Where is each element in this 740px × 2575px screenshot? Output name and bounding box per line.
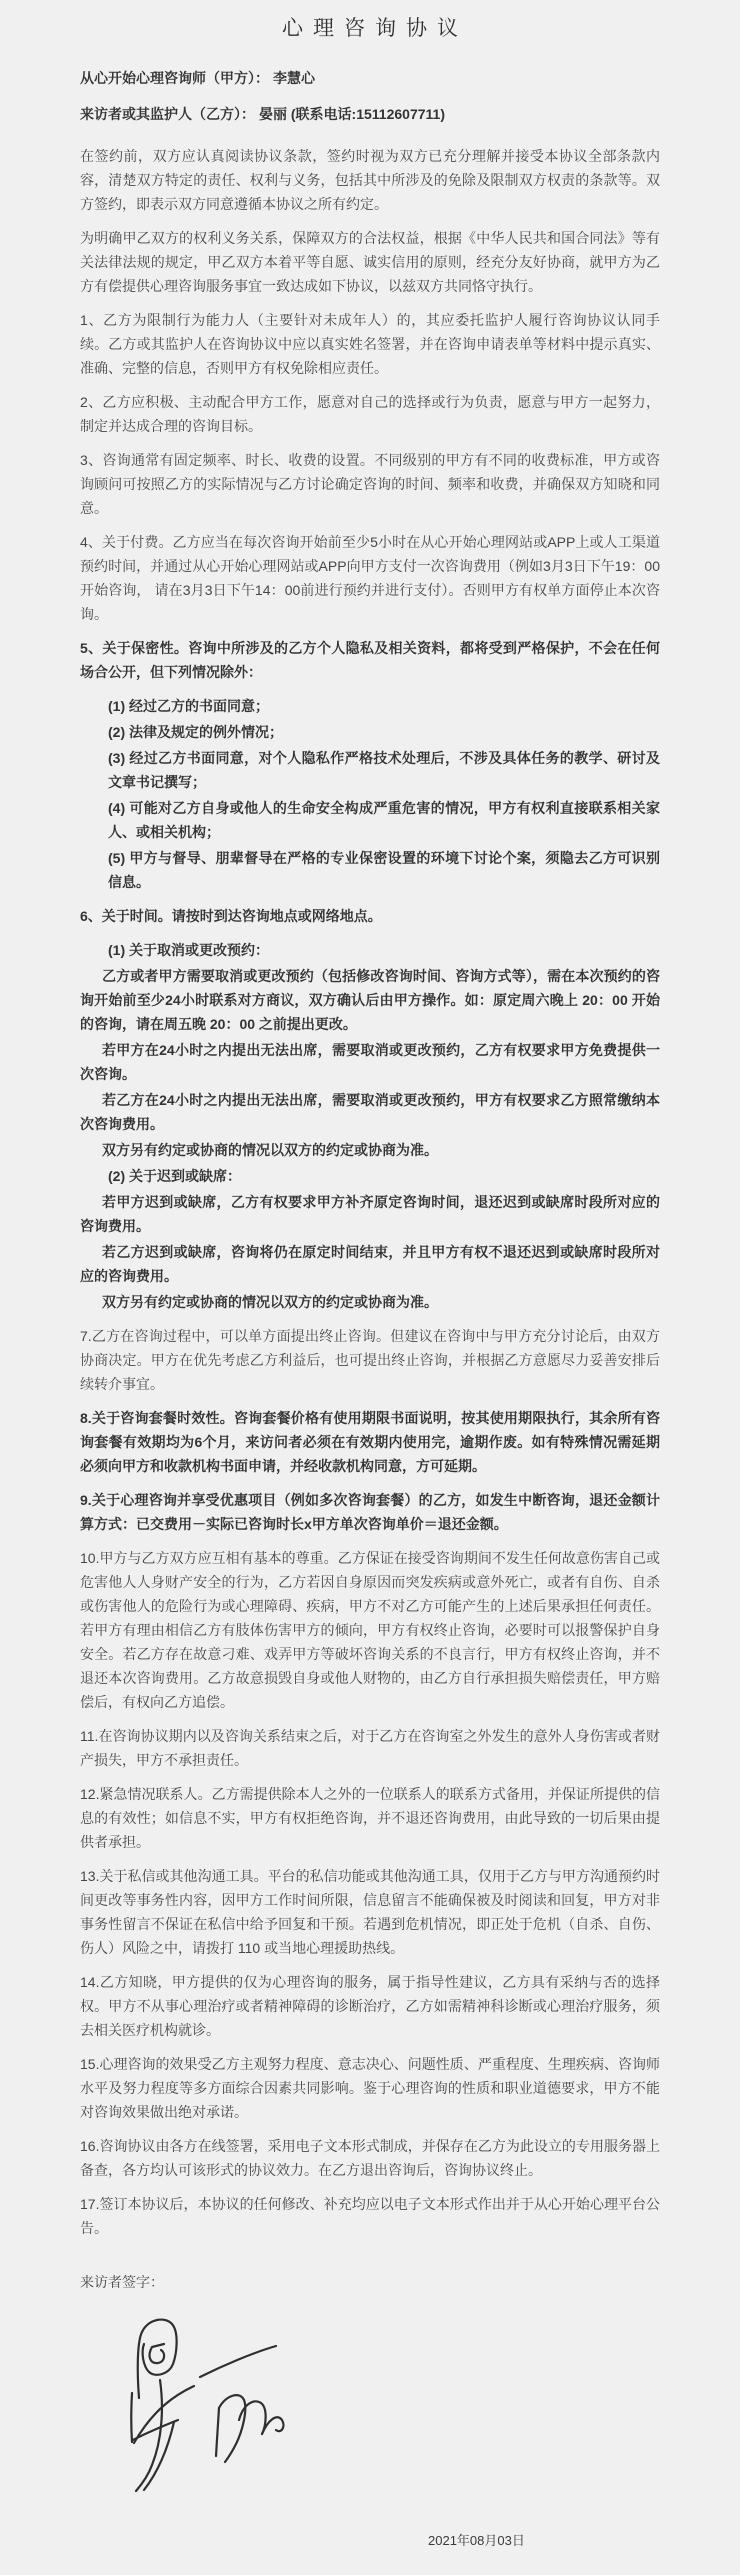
clause: 15.心理咨询的效果受乙方主观努力程度、意志决心、问题性质、严重程度、生理疾病、咨询师水平及努力程度等多方面综合因素共同影响。鉴于心理咨询的性质和职业道德要求，甲方不能对咨询效果做出绝对承诺。 (80, 2056, 660, 2120)
clause: (3) 经过乙方书面同意，对个人隐私作严格技术处理后，不涉及具体任务的教学、研讨及文章书记撰写； (108, 750, 660, 790)
clause: 12.紧急情况联系人。乙方需提供除本人之外的一位联系人的联系方式备用，并保证所提供的信息的有效性；如信息不实，甲方有权拒绝咨询，并不退还咨询费用，由此导致的一切后果由提供者承担。 (80, 1786, 660, 1850)
party-a-line (80, 66, 660, 90)
page-title: 心理咨询协议 (282, 17, 468, 40)
signature-image (82, 2300, 342, 2520)
clause: 5、关于保密性。咨询中所涉及的乙方个人隐私及相关资料，都将受到严格保护，不会在任何场合公开，但下列情况除外： (80, 640, 660, 680)
clause: 16.咨询协议由各方在线签署，采用电子文本形式制成，并保存在乙方为此设立的专用服务器上备查，各方均认可该形式的协议效力。在乙方退出咨询后，咨询协议终止。 (80, 2138, 660, 2178)
clause: 3、咨询通常有固定频率、时长、收费的设置。不同级别的甲方有不同的收费标准，甲方或咨询顾问可按照乙方的实际情况与乙方讨论确定咨询的时间、频率和收费，并确保双方知晓和同意。 (80, 452, 660, 516)
clause: 13.关于私信或其他沟通工具。平台的私信功能或其他沟通工具，仅用于乙方与甲方沟通预约时间更改等事务性内容，因甲方工作时间所限，信息留言不能确保被及时阅读和回复，甲方对非事务性留言不保证在私信中给予回复和干预。若遇到危机情况，即正处于危机（自杀、自伤、伤人）风险之中，请拨打 110 或当地心理援助热线。 (80, 1868, 660, 1956)
clause: 若甲方在24小时之内提出无法出席，需要取消或更改预约，乙方有权要求甲方免费提供一次咨询。 (80, 1042, 660, 1082)
clause: (1) 经过乙方的书面同意； (108, 698, 269, 714)
signature-label: 来访者签字： (80, 2274, 164, 2290)
clause: 10.甲方与乙方双方应互相有基本的尊重。乙方保证在接受咨询期间不发生任何故意伤害自己或危害他人人身财产安全的行为，乙方若因自身原因而突发疾病或意外死亡，或者有自伤、自杀或伤害他人的危险行为或心理障碍、疾病，甲方不对乙方可能产生的上述后果承担任何责任。若甲方有理由相信乙方有肢体伤害甲方的倾向，甲方有权终止咨询，必要时可以报警保护自身安全。若乙方存在故意刁难、戏弄甲方等破坏咨询关系的不良言行，甲方有权终止咨询，并不退还本次咨询费用。乙方故意损毁自身或他人财物的，由乙方自行承担损失赔偿责任，甲方赔偿后，有权向乙方追偿。 (80, 1550, 660, 1710)
clause: 双方另有约定或协商的情况以双方的约定或协商为准。 (102, 1142, 438, 1158)
clause: 若乙方在24小时之内提出无法出席，需要取消或更改预约，甲方有权要求乙方照常缴纳本次咨询费用。 (80, 1092, 660, 1132)
clause: 为明确甲乙双方的权利义务关系，保障双方的合法权益，根据《中华人民共和国合同法》等有关法律法规的规定，甲乙双方本着平等自愿、诚实信用的原则，经充分友好协商，就甲方为乙方有偿提供心理咨询服务事宜一致达成如下协议，以兹双方共同恪守执行。 (80, 230, 660, 294)
clause: 2、乙方应积极、主动配合甲方工作，愿意对自己的选择或行为负责，愿意与甲方一起努力，制定并达成合理的咨询目标。 (80, 394, 660, 434)
party-b-label: 来访者或其监护人（乙方）： (80, 106, 255, 122)
party-a-name: 李慧心 (273, 70, 315, 86)
clause: 7.乙方在咨询过程中，可以单方面提出终止咨询。但建议在咨询中与甲方充分讨论后，由双方协商决定。甲方在优先考虑乙方利益后，也可提出终止咨询，并根据乙方意愿尽力妥善安排后续转介事宜。 (80, 1328, 660, 1392)
clause: 14.乙方知晓，甲方提供的仅为心理咨询的服务，属于指导性建议，乙方具有采纳与否的选择权。甲方不从事心理治疗或者精神障碍的诊断治疗，乙方如需精神科诊断或心理治疗服务，须去相关医疗机构就诊。 (80, 1974, 660, 2038)
clause: 1、乙方为限制行为能力人（主要针对未成年人）的，其应委托监护人履行咨询协议认同手续。乙方或其监护人在咨询协议中应以真实姓名签署，并在咨询申请表单等材料中提示真实、准确、完整的信息，否则甲方有权免除相应责任。 (80, 312, 660, 376)
clause: 在签约前，双方应认真阅读协议条款，签约时视为双方已充分理解并接受本协议全部条款内容，清楚双方特定的责任、权利与义务，包括其中所涉及的免除及限制双方权责的条款等。双方签约，即表示双方同意遵循本协议之所有约定。 (80, 148, 660, 212)
party-b-line (80, 102, 660, 126)
clause: 乙方或者甲方需要取消或更改预约（包括修改咨询时间、咨询方式等），需在本次预约的咨询开始前至少24小时联系对方商议，双方确认后由甲方操作。如：原定周六晚上 20：00 开始的咨询，请在周五晚 20：00 之前提出更改。 (80, 968, 660, 1032)
signature-area (80, 2294, 660, 2526)
party-b-name: 晏丽 (联系电话:15112607711) (259, 106, 445, 122)
clause: 4、关于付费。乙方应当在每次咨询开始前至少5小时在从心开始心理网站或APP上或人工渠道预约时间，并通过从心开始心理网站或APP向甲方支付一次咨询费用（例如3月3日下午19：00开始咨询， 请在3月3日下午14：00前进行预约并进行支付）。否则甲方有权单方面停止本次咨询。 (80, 534, 660, 622)
clause: 8.关于咨询套餐时效性。咨询套餐价格有使用期限书面说明，按其使用期限执行，其余所有咨询套餐有效期均为6个月，来访问者必须在有效期内使用完，逾期作废。如有特殊情况需延期必须向甲方和收款机构书面申请，并经收款机构同意，方可延期。 (80, 1410, 660, 1474)
clause-list (80, 144, 660, 2240)
clause: (2) 关于迟到或缺席： (108, 1168, 241, 1184)
clause: 若甲方迟到或缺席，乙方有权要求甲方补齐原定咨询时间，退还迟到或缺席时段所对应的咨询费用。 (80, 1194, 660, 1234)
clause: 17.签订本协议后，本协议的任何修改、补充均应以电子文本形式作出并于从心开始心理平台公告。 (80, 2196, 660, 2236)
clause: (5) 甲方与督导、朋辈督导在严格的专业保密设置的环境下讨论个案，须隐去乙方可识别信息。 (108, 850, 660, 890)
party-a-label: 从心开始心理咨询师（甲方）： (80, 70, 269, 86)
sign-date: 2021年08月03日 (428, 2533, 525, 2548)
clause: 若乙方迟到或缺席，咨询将仍在原定时间结束，并且甲方有权不退还迟到或缺席时段所对应的咨询费用。 (80, 1244, 660, 1284)
clause: (2) 法律及规定的例外情况； (108, 724, 283, 740)
clause: 双方另有约定或协商的情况以双方的约定或协商为准。 (102, 1294, 438, 1310)
clause: 9.关于心理咨询并享受优惠项目（例如多次咨询套餐）的乙方，如发生中断咨询，退还金额计算方式：已交费用－实际已咨询时长x甲方单次咨询单价＝退还金额。 (80, 1492, 660, 1532)
clause: 11.在咨询协议期内以及咨询关系结束之后，对于乙方在咨询室之外发生的意外人身伤害或者财产损失，甲方不承担责任。 (80, 1728, 660, 1768)
parties-block (80, 66, 660, 126)
clause: (4) 可能对乙方自身或他人的生命安全构成严重危害的情况，甲方有权利直接联系相关家人、或相关机构； (108, 800, 660, 840)
clause: 6、关于时间。请按时到达咨询地点或网络地点。 (80, 908, 382, 924)
clause: (1) 关于取消或更改预约： (108, 942, 269, 958)
